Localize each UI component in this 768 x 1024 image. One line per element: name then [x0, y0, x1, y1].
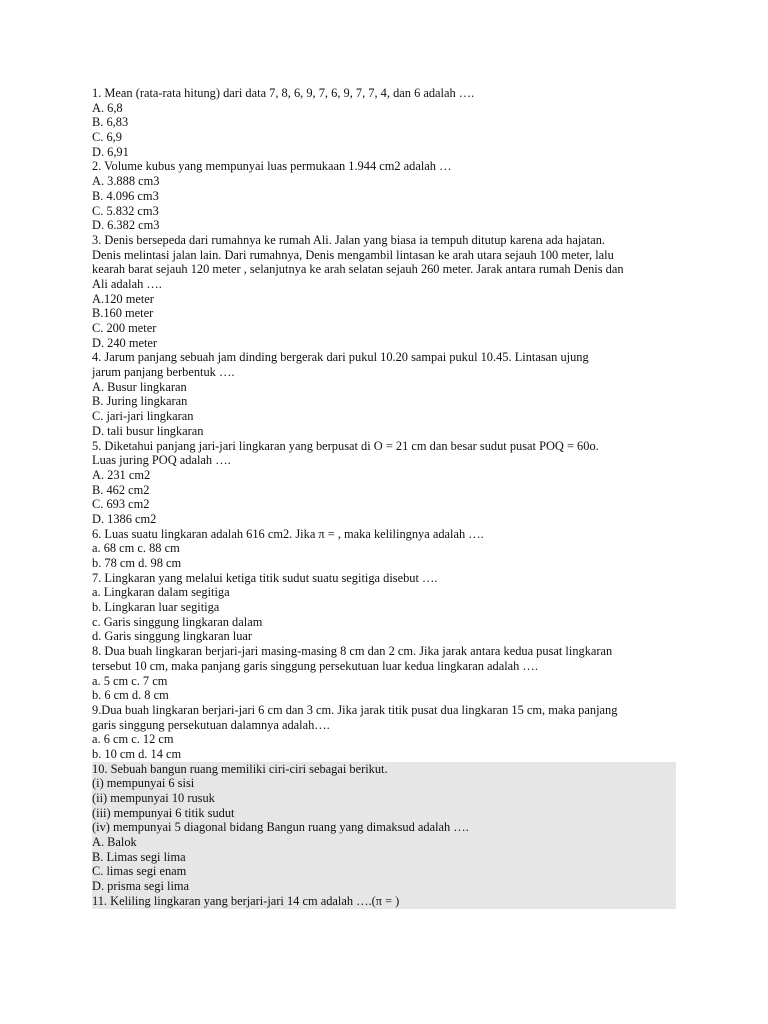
text-line: C. jari-jari lingkaran: [92, 409, 194, 424]
text-line: B. 4.096 cm3: [92, 188, 159, 203]
text-line: B. 6,83: [92, 115, 129, 130]
text-line: (iii) mempunyai 6 titik sudut: [92, 806, 676, 821]
text-line: C. 200 meter: [92, 321, 157, 335]
text-line: jarum panjang berbentuk ….: [92, 365, 235, 380]
text-line: d. Garis singgung lingkaran luar: [92, 629, 253, 644]
text-line: 7. Lingkaran yang melalui ketiga titik sudut suatu segitiga disebut ….: [92, 570, 438, 585]
text-line: 3. Denis bersepeda dari rumahnya ke rumah Ali. Jalan yang biasa ia tempuh ditutup karena ada hajatan.: [92, 232, 606, 247]
document-page: [92, 86, 682, 909]
text-line: A. 3.888 cm3: [92, 174, 160, 189]
text-line: Ali adalah ….: [92, 276, 162, 291]
text-line: A. 231 cm2: [92, 467, 151, 482]
text-line: 10. Sebuah bangun ruang memiliki ciri-ciri sebagai berikut.: [92, 762, 676, 777]
text-line: b. 10 cm d. 14 cm: [92, 746, 182, 761]
text-line: C. 693 cm2: [92, 497, 150, 512]
text-line: 11. Keliling lingkaran yang berjari-jari 14 cm adalah ….(π = ): [92, 894, 676, 909]
text-line: 8. Dua buah lingkaran berjari-jari masing-masing 8 cm dan 2 cm. Jika jarak antara kedua pusat lingkaran: [92, 644, 613, 659]
text-line: B. 462 cm2: [92, 482, 150, 497]
text-line: tersebut 10 cm, maka panjang garis singgung persekutuan luar kedua lingkaran adalah ….: [92, 658, 538, 673]
text-line: D. 240 meter: [92, 335, 158, 350]
text-line: b. 78 cm d. 98 cm: [92, 556, 182, 570]
text-line: Luas juring POQ adalah ….: [92, 453, 231, 468]
text-line: 5. Diketahui panjang jari-jari lingkaran yang berpusat di O = 21 cm dan besar sudut pusat POQ = 60o.: [92, 438, 599, 453]
text-line: 6. Luas suatu lingkaran adalah 616 cm2. Jika π = , maka kelilingnya adalah ….: [92, 526, 484, 541]
text-line: kearah barat sejauh 120 meter , selanjutnya ke arah selatan sejauh 260 meter. Jarak antara rumah Denis dan: [92, 262, 624, 277]
text-line: Denis melintasi jalan lain. Dari rumahnya, Denis mengambil lintasan ke arah utara sejauh 100 meter, lalu: [92, 247, 614, 262]
text-line: D. prisma segi lima: [92, 879, 676, 894]
text-line: D. 6.382 cm3: [92, 218, 160, 233]
text-line: 2. Volume kubus yang mempunyai luas permukaan 1.944 cm2 adalah …: [92, 159, 452, 174]
text-line: a. Lingkaran dalam segitiga: [92, 585, 230, 600]
text-line: (iv) mempunyai 5 diagonal bidang Bangun ruang yang dimaksud adalah ….: [92, 820, 676, 835]
text-line: D. tali busur lingkaran: [92, 423, 204, 438]
text-line: A. Busur lingkaran: [92, 379, 187, 394]
text-line: a. 6 cm c. 12 cm: [92, 732, 174, 747]
text-line: A. 6,8: [92, 100, 123, 115]
text-line: (i) mempunyai 6 sisi: [92, 776, 676, 791]
text-line: C. 5.832 cm3: [92, 203, 159, 218]
text-line: B. Limas segi lima: [92, 850, 676, 865]
text-line: B. Juring lingkaran: [92, 394, 188, 409]
text-line: 1. Mean (rata-rata hitung) dari data 7, 8, 6, 9, 7, 6, 9, 7, 7, 4, dan 6 adalah ….: [92, 86, 475, 100]
text-line: D. 1386 cm2: [92, 511, 157, 526]
text-line: garis singgung persekutuan dalamnya adalah….: [92, 717, 330, 732]
text-line: 4. Jarum panjang sebuah jam dinding bergerak dari pukul 10.20 sampai pukul 10.45. Lintasan ujung: [92, 350, 589, 365]
text-line: a. 68 cm c. 88 cm: [92, 541, 180, 556]
text-line: a. 5 cm c. 7 cm: [92, 673, 168, 688]
text-line: c. Garis singgung lingkaran dalam: [92, 614, 263, 629]
text-line: A.120 meter: [92, 291, 154, 306]
text-line: C. 6,9: [92, 130, 122, 145]
text-line: 9.Dua buah lingkaran berjari-jari 6 cm dan 3 cm. Jika jarak titik pusat dua lingkaran 15 cm, maka panjang: [92, 702, 618, 717]
text-line: b. Lingkaran luar segitiga: [92, 600, 220, 615]
text-line: D. 6,91: [92, 144, 129, 159]
text-line: b. 6 cm d. 8 cm: [92, 688, 169, 703]
text-line: C. limas segi enam: [92, 864, 676, 879]
text-line: (ii) mempunyai 10 rusuk: [92, 791, 676, 806]
text-line: A. Balok: [92, 835, 676, 850]
text-line: B.160 meter: [92, 306, 154, 321]
